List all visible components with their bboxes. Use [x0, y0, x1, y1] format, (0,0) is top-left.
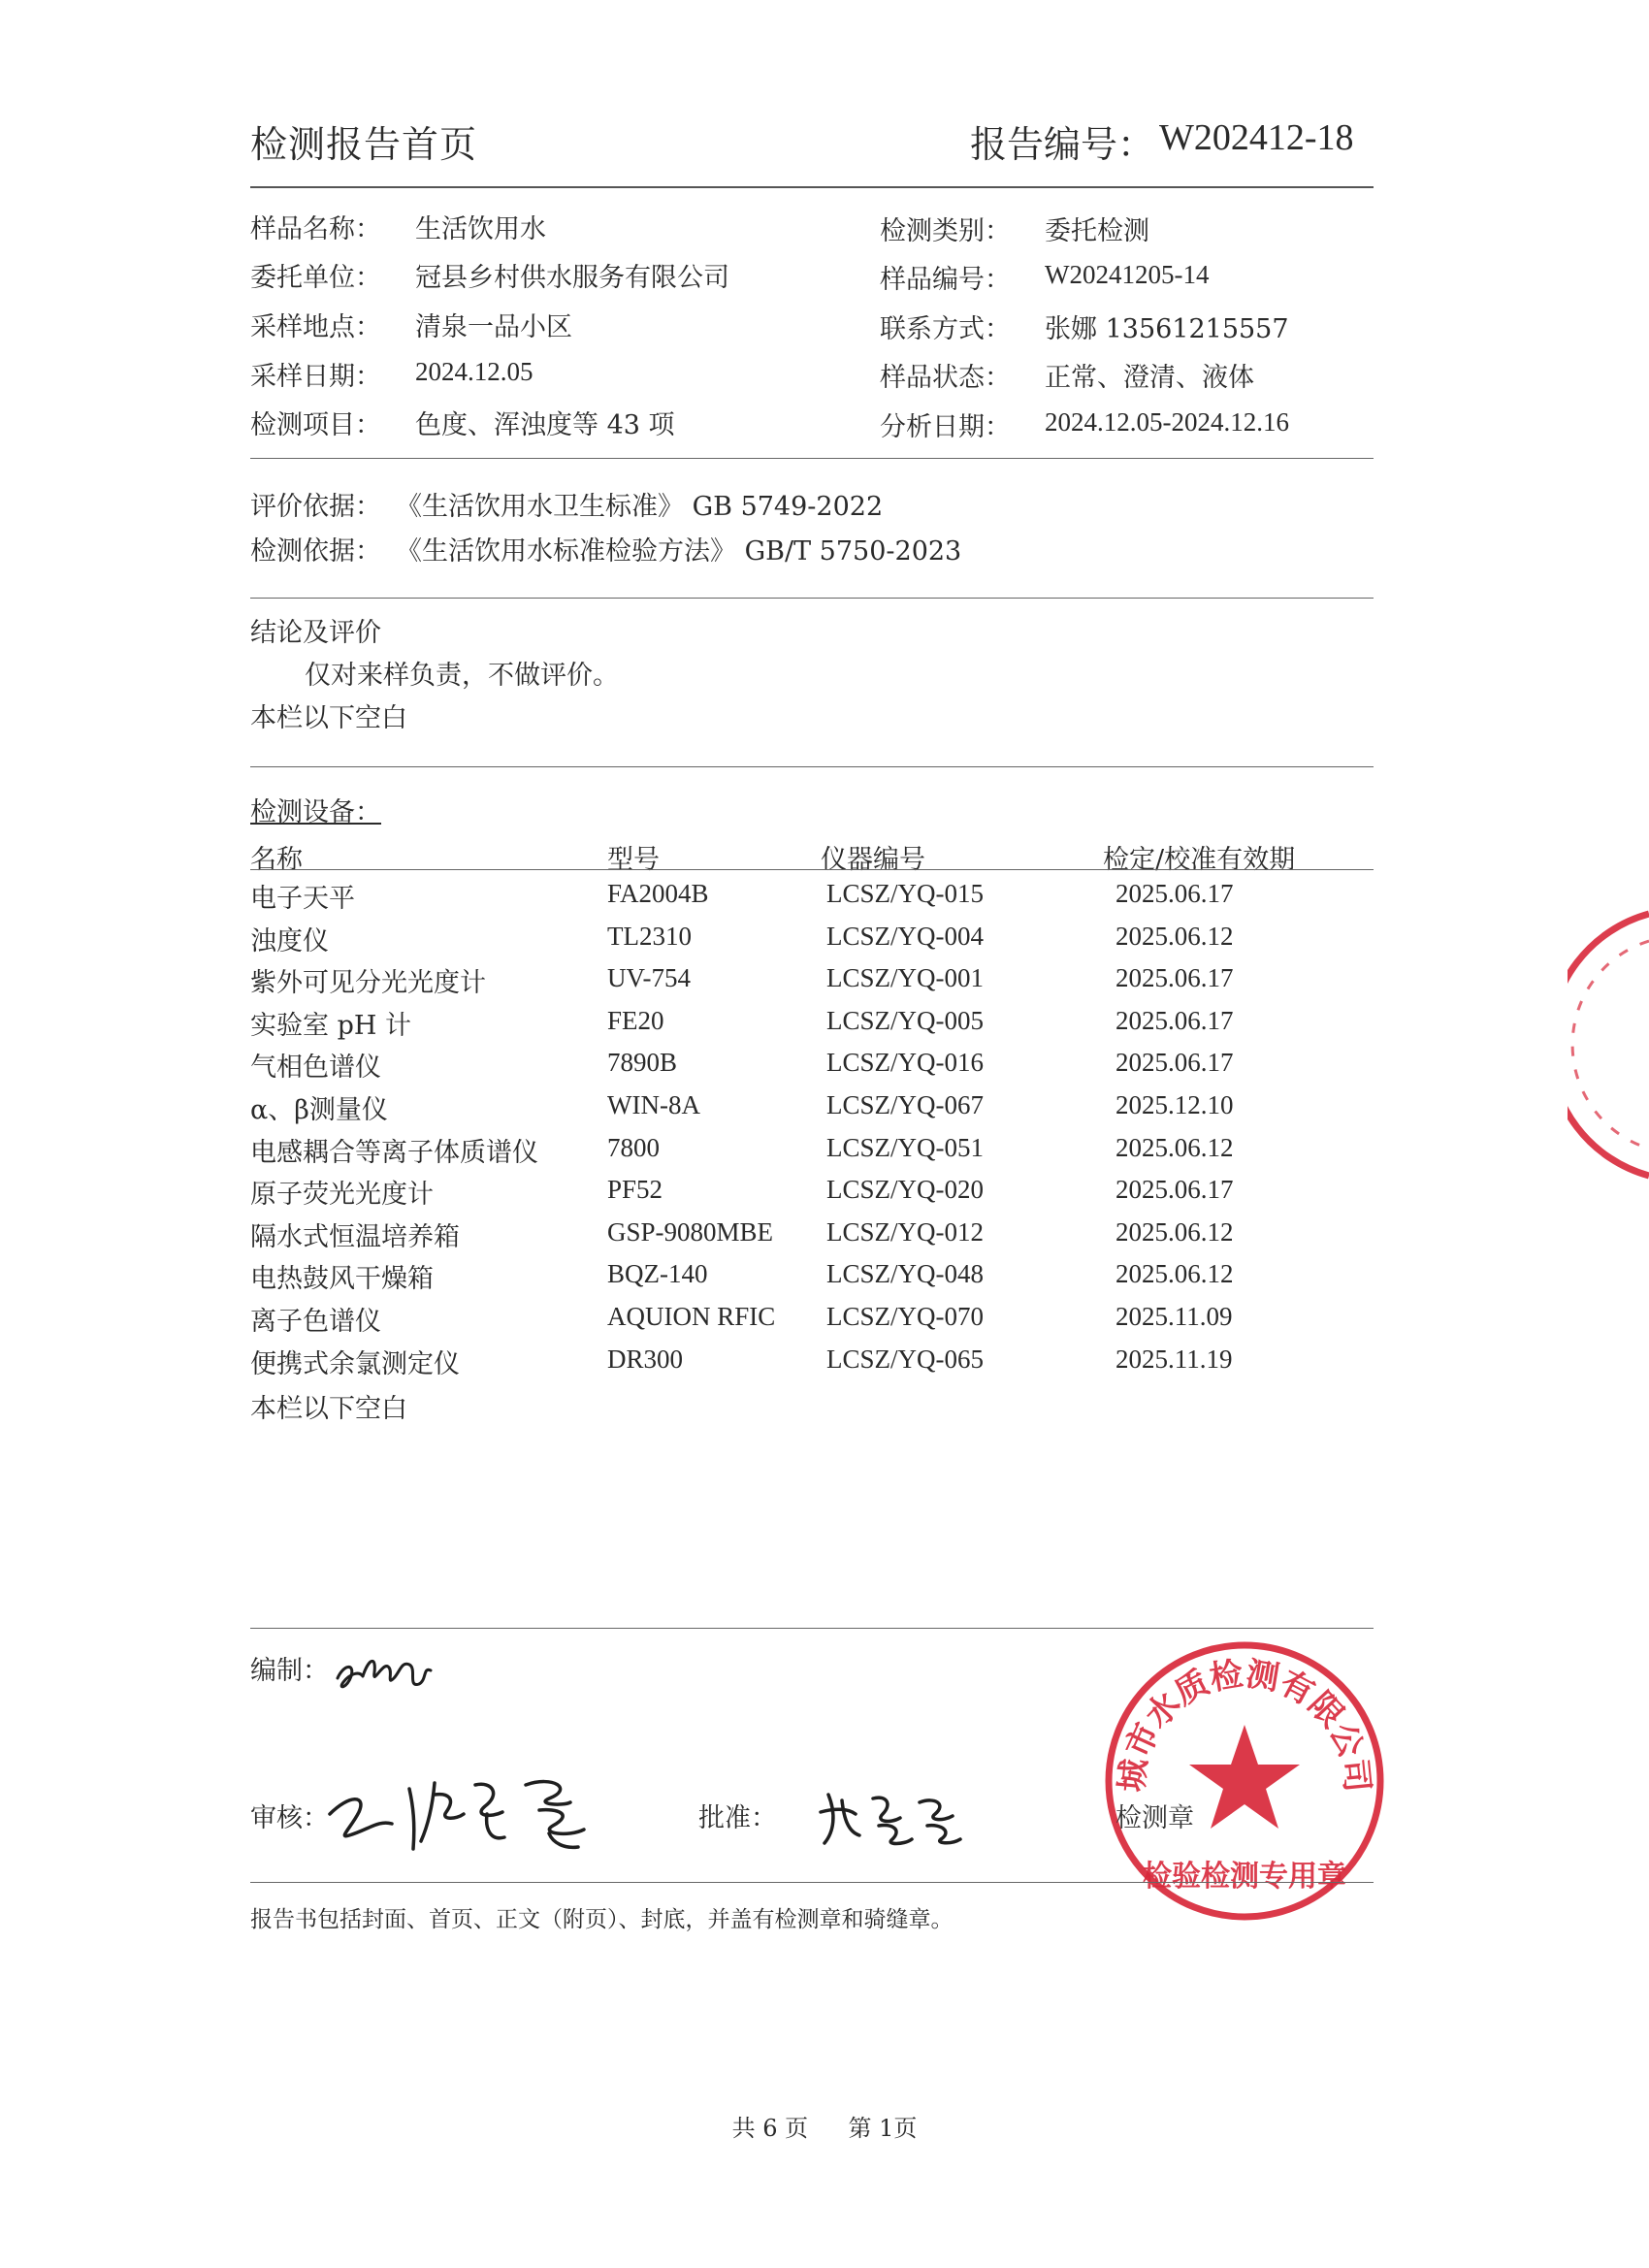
report-title: 检测报告首页 [250, 123, 478, 166]
equipment-validity: 2025.11.19 [1116, 1344, 1233, 1374]
equipment-model: UV-754 [607, 963, 692, 993]
conclusion-text: 仅对来样负责，不做评价。 [305, 661, 619, 691]
contact-label: 联系方式： [880, 314, 1011, 344]
equipment-model: TL2310 [607, 921, 692, 951]
equipment-model: PF52 [607, 1175, 663, 1205]
sample-number-value: W20241205-14 [1045, 260, 1210, 289]
equipment-id: LCSZ/YQ-015 [826, 879, 984, 908]
col-name-header: 名称 [250, 845, 303, 875]
equipment-name: 离子色谱仪 [250, 1307, 381, 1337]
conclusion-blank-note: 本栏以下空白 [250, 703, 407, 733]
equipment-validity: 2025.06.17 [1116, 1048, 1234, 1078]
conclusion-heading: 结论及评价 [250, 618, 381, 648]
signature-bottom-rule [250, 1882, 1374, 1883]
svg-text:城市水质检测有限公司: 城市水质检测有限公司 [1112, 1654, 1377, 1795]
sample-name-value: 生活饮用水 [415, 214, 546, 244]
equipment-name: 电感耦合等离子体质谱仪 [250, 1137, 538, 1168]
report-note: 报告书包括封面、首页、正文（附页）、封底，并盖有检测章和骑缝章。 [250, 1907, 954, 1932]
svg-text:检验检测专用章: 检验检测专用章 [1143, 1860, 1346, 1894]
equipment-model: AQUION RFIC [607, 1302, 776, 1331]
equipment-id: LCSZ/YQ-067 [826, 1090, 984, 1119]
page-number: 第 1页 [848, 2115, 918, 2142]
sample-number-label: 样品编号： [880, 265, 1011, 295]
equipment-id: LCSZ/YQ-001 [826, 963, 984, 993]
equipment-validity: 2025.06.12 [1116, 1259, 1234, 1289]
page-footer [0, 2109, 1649, 2143]
sampling-date-label: 采样日期： [250, 362, 381, 392]
equipment-model: BQZ-140 [607, 1259, 708, 1289]
equipment-validity: 2025.06.12 [1116, 1132, 1234, 1162]
test-basis-value: 《生活饮用水标准检验方法》 GB/T 5750-2023 [396, 536, 962, 567]
info-rule [250, 458, 1374, 459]
equipment-name: 便携式余氯测定仪 [250, 1348, 460, 1379]
sampling-site-label: 采样地点： [250, 312, 381, 342]
equipment-validity: 2025.06.17 [1116, 963, 1234, 993]
evaluation-basis-label: 评价依据： [250, 492, 381, 522]
equipment-model: DR300 [607, 1344, 684, 1374]
equipment-name: 原子荧光光度计 [250, 1180, 434, 1211]
equipment-model: 7800 [607, 1132, 660, 1162]
equipment-id: LCSZ/YQ-012 [826, 1216, 984, 1247]
equipment-id: LCSZ/YQ-048 [826, 1259, 984, 1289]
report-number: W202412-18 [1159, 117, 1354, 158]
equipment-blank-note: 本栏以下空白 [250, 1394, 407, 1424]
equipment-model: WIN-8A [607, 1090, 700, 1119]
stamp-label: 检测章 [1116, 1803, 1194, 1833]
equipment-name: 实验室 pH 计 [250, 1010, 411, 1041]
equipment-model: GSP-9080MBE [607, 1216, 774, 1247]
equipment-name: 紫外可见分光光度计 [250, 968, 486, 999]
equipment-validity: 2025.06.12 [1116, 921, 1234, 951]
sample-name-label: 样品名称： [250, 214, 381, 244]
equipment-name: α、β测量仪 [250, 1095, 388, 1125]
equipment-model: 7890B [607, 1048, 678, 1078]
riding-seal-icon [1568, 908, 1649, 1182]
conclusion-rule [250, 766, 1374, 767]
equipment-validity: 2025.06.12 [1116, 1216, 1234, 1247]
sampling-date-value: 2024.12.05 [415, 357, 534, 386]
signature-top-rule [250, 1628, 1374, 1629]
equipment-heading: 检测设备： [250, 797, 381, 827]
sampling-site-value: 清泉一品小区 [415, 312, 572, 342]
compile-label: 编制： [250, 1656, 329, 1686]
client-value: 冠县乡村供水服务有限公司 [415, 263, 729, 293]
report-number-label: 报告编号： [970, 123, 1155, 166]
equipment-id: LCSZ/YQ-065 [826, 1344, 984, 1374]
test-category-value: 委托检测 [1045, 216, 1149, 246]
analysis-date-label: 分析日期： [880, 412, 1011, 442]
inspection-seal-icon [1094, 1636, 1395, 1927]
equipment-id: LCSZ/YQ-020 [826, 1175, 984, 1205]
analysis-date-value: 2024.12.05-2024.12.16 [1045, 407, 1289, 437]
equipment-name: 浊度仪 [250, 925, 329, 956]
equipment-id: LCSZ/YQ-004 [826, 921, 984, 951]
equipment-name: 电热鼓风干燥箱 [250, 1264, 434, 1295]
equipment-name: 电子天平 [250, 884, 355, 914]
test-items-value: 色度、浑浊度等 43 项 [415, 410, 675, 440]
equipment-model: FA2004B [607, 879, 709, 908]
equipment-id: LCSZ/YQ-051 [826, 1132, 984, 1162]
equipment-validity: 2025.06.17 [1116, 1175, 1234, 1205]
sample-status-label: 样品状态： [880, 363, 1011, 393]
compile-signature [330, 1637, 436, 1705]
approve-signature [815, 1775, 970, 1853]
test-category-label: 检测类别： [880, 216, 1011, 246]
total-pages: 共 6 页 [731, 2115, 809, 2142]
evaluation-basis-value: 《生活饮用水卫生标准》 GB 5749-2022 [396, 492, 884, 522]
col-model-header: 型号 [607, 845, 660, 875]
equipment-id: LCSZ/YQ-005 [826, 1005, 984, 1035]
review-label: 审核： [250, 1803, 329, 1833]
equipment-validity: 2025.12.10 [1116, 1090, 1234, 1119]
equipment-model: FE20 [607, 1005, 664, 1035]
basis-rule [250, 598, 1374, 599]
equipment-validity: 2025.06.17 [1116, 879, 1234, 908]
approve-label: 批准： [698, 1803, 777, 1833]
equipment-id: LCSZ/YQ-070 [826, 1302, 984, 1331]
test-basis-label: 检测依据： [250, 536, 381, 567]
equipment-validity: 2025.06.17 [1116, 1005, 1234, 1035]
equipment-header-rule [250, 869, 1374, 870]
equipment-name: 气相色谱仪 [250, 1053, 381, 1084]
test-items-label: 检测项目： [250, 410, 381, 440]
sample-status-value: 正常、澄清、液体 [1045, 363, 1254, 393]
equipment-id: LCSZ/YQ-016 [826, 1048, 984, 1078]
col-validity-header: 检定/校准有效期 [1103, 845, 1296, 875]
review-signature [320, 1756, 611, 1863]
col-id-header: 仪器编号 [821, 845, 925, 875]
equipment-validity: 2025.11.09 [1116, 1302, 1233, 1331]
client-label: 委托单位： [250, 263, 381, 293]
contact-value: 张娜 13561215557 [1045, 314, 1289, 344]
header-rule [250, 186, 1374, 188]
equipment-name: 隔水式恒温培养箱 [250, 1221, 460, 1252]
